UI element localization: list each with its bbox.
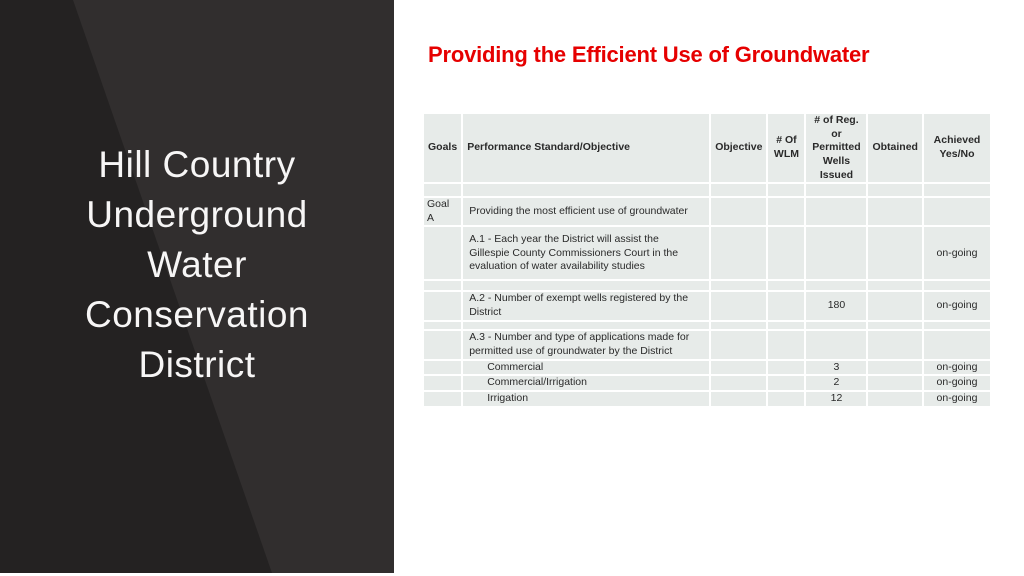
column-header: Objective <box>711 114 766 182</box>
table-cell <box>868 292 922 319</box>
table-row <box>424 227 990 279</box>
page-title: Providing the Efficient Use of Groundwater <box>428 42 870 67</box>
table-cell: on-going <box>924 227 990 279</box>
table-cell <box>768 184 804 196</box>
table-row <box>424 292 990 319</box>
table-cell <box>768 292 804 319</box>
table-cell <box>924 322 990 329</box>
table-cell <box>424 376 461 390</box>
table-cell: Commercial/Irrigation <box>463 376 709 390</box>
table-cell: 2 <box>806 376 866 390</box>
table-cell <box>868 281 922 290</box>
table-cell <box>424 184 461 196</box>
table-cell: on-going <box>924 361 990 375</box>
column-header: Obtained <box>868 114 922 182</box>
table-row <box>424 198 990 225</box>
sidebar-title: Hill Country Underground Water Conservation District <box>84 144 309 385</box>
table-cell <box>924 184 990 196</box>
column-header: # of Reg. or Permitted Wells Issued <box>806 114 866 182</box>
table-cell <box>463 184 709 196</box>
column-header: Goals <box>424 114 461 182</box>
table-cell <box>711 281 766 290</box>
table-cell <box>868 376 922 390</box>
table-row <box>424 281 990 290</box>
table-cell <box>711 392 766 406</box>
table-cell: Providing the most efficient use of groundwater <box>463 198 709 225</box>
table-cell <box>768 392 804 406</box>
table-cell <box>711 376 766 390</box>
column-header: Performance Standard/Objective <box>463 114 709 182</box>
table-cell: 180 <box>806 292 866 319</box>
table-row <box>424 361 990 375</box>
table-cell <box>768 361 804 375</box>
table-cell <box>868 392 922 406</box>
table-cell <box>924 281 990 290</box>
table-cell <box>424 281 461 290</box>
table-cell <box>711 361 766 375</box>
table-cell <box>924 331 990 359</box>
table-cell: Irrigation <box>463 392 709 406</box>
table-cell <box>424 322 461 329</box>
table-cell <box>806 322 866 329</box>
table-body <box>424 184 990 405</box>
table-cell <box>424 292 461 319</box>
table-cell: Goal A <box>424 198 461 225</box>
performance-table <box>422 112 992 408</box>
table-cell: A.3 - Number and type of applications made for permitted use of groundwater by the District <box>463 331 709 359</box>
table-cell <box>806 331 866 359</box>
table-row <box>424 331 990 359</box>
column-header: # Of WLM <box>768 114 804 182</box>
table-cell: on-going <box>924 292 990 319</box>
table-cell <box>424 392 461 406</box>
table-cell <box>768 376 804 390</box>
table-cell <box>463 281 709 290</box>
table-row <box>424 184 990 196</box>
table-cell: on-going <box>924 392 990 406</box>
table-cell <box>868 184 922 196</box>
table-cell <box>924 198 990 225</box>
table-cell <box>424 227 461 279</box>
table-cell: 12 <box>806 392 866 406</box>
table-cell <box>868 322 922 329</box>
table-cell <box>711 227 766 279</box>
table-cell: Commercial <box>463 361 709 375</box>
table-cell <box>868 331 922 359</box>
table-cell <box>711 184 766 196</box>
table-cell <box>463 322 709 329</box>
column-header: Achieved Yes/No <box>924 114 990 182</box>
slide-sidebar <box>0 0 394 576</box>
table-cell: 3 <box>806 361 866 375</box>
table-cell <box>868 227 922 279</box>
table-cell <box>711 322 766 329</box>
table-cell: on-going <box>924 376 990 390</box>
content-area <box>394 0 1024 576</box>
table-cell <box>806 281 866 290</box>
table-cell <box>768 331 804 359</box>
table-row <box>424 322 990 329</box>
table-cell: A.2 - Number of exempt wells registered by the District <box>463 292 709 319</box>
table-cell <box>806 198 866 225</box>
table-cell <box>424 361 461 375</box>
table-row <box>424 376 990 390</box>
table-cell: A.1 - Each year the District will assist the Gillespie County Commissioners Court in the evaluation of water availability studies <box>463 227 709 279</box>
table-cell <box>806 184 866 196</box>
table-header-row <box>424 114 990 182</box>
table-cell <box>711 331 766 359</box>
table-cell <box>711 292 766 319</box>
table-cell <box>868 361 922 375</box>
table-cell <box>868 198 922 225</box>
table-cell <box>768 322 804 329</box>
table-cell <box>711 198 766 225</box>
table-cell <box>768 227 804 279</box>
table-cell <box>768 281 804 290</box>
table-row <box>424 392 990 406</box>
table-cell <box>424 331 461 359</box>
table-cell <box>768 198 804 225</box>
table-cell <box>806 227 866 279</box>
